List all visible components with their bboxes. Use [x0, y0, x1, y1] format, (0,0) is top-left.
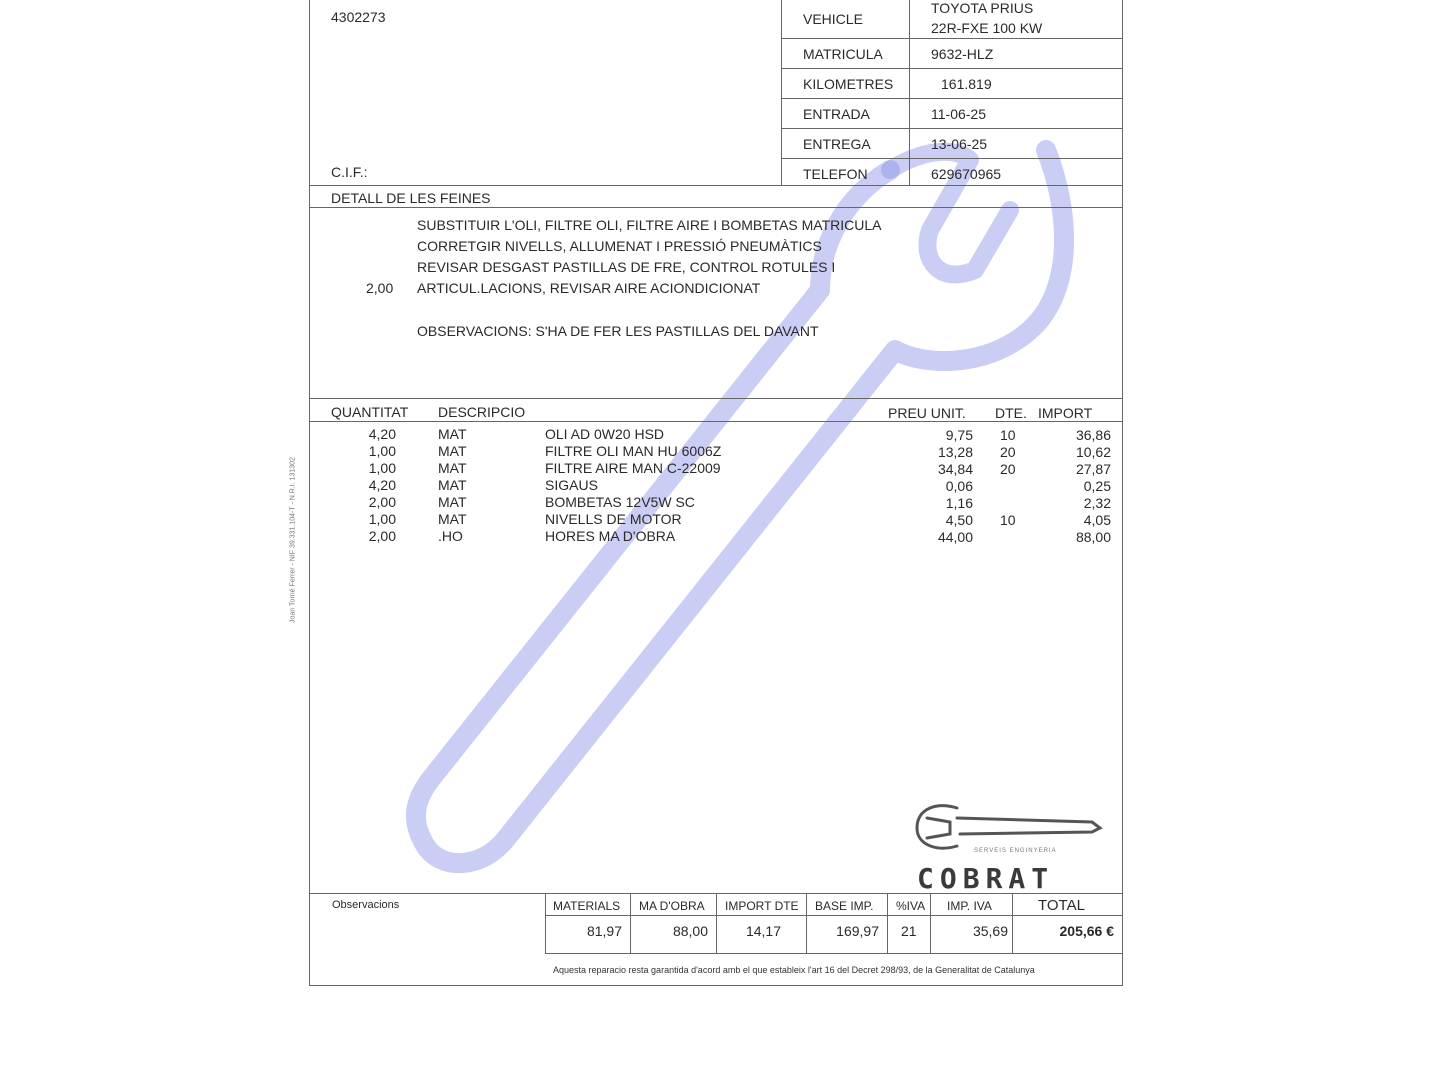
totals-header-materials: MATERIALS — [553, 899, 621, 913]
warranty-footnote: Aquesta reparacio resta garantida d'acord amb el que estableix l'art 16 del Decret 298/93, de la Generalitat de Catalunya — [553, 965, 1035, 975]
vehicle-value-line1: TOYOTA PRIUS — [931, 0, 1034, 16]
col-header-discount: DTE. — [995, 405, 1027, 421]
work-section-title: DETALL DE LES FEINES — [331, 190, 491, 206]
phone-value: 629670965 — [931, 166, 1002, 182]
totals-header-total: TOTAL — [1038, 897, 1085, 914]
entry-date-value: 11-06-25 — [931, 106, 987, 122]
totals-vat-pct-value: 21 — [901, 923, 917, 939]
section-divider — [309, 207, 1123, 208]
left-border — [309, 0, 310, 985]
col-header-amount: IMPORT — [1038, 405, 1093, 421]
paid-stamp — [912, 800, 1107, 895]
delivery-date-label: ENTREGA — [803, 136, 871, 152]
totals-header-base: BASE IMP. — [815, 899, 874, 913]
phone-label: TELEFON — [803, 166, 868, 182]
section-divider — [309, 398, 1123, 399]
entry-date-label: ENTRADA — [803, 106, 870, 122]
totals-header-labour: MA D'OBRA — [639, 899, 705, 913]
stamp-subtitle: SERVEIS ENGINYERIA — [974, 848, 1057, 854]
work-line: REVISAR DESGAST PASTILLAS DE FRE, CONTROL ROTULES I — [417, 259, 836, 275]
delivery-date-value: 13-06-25 — [931, 136, 988, 152]
col-header-unit-price: PREU UNIT. — [888, 405, 966, 421]
side-legal-text: Joan Torné Ferrer - NIF 39.331.104-T - N.R.I. 131302 — [289, 457, 297, 623]
totals-observations-label: Observacions — [332, 899, 400, 911]
totals-header-vat-amount: IMP. IVA — [947, 899, 992, 913]
work-observations: OBSERVACIONS: S'HA DE FER LES PASTILLAS DEL DAVANT — [417, 323, 819, 339]
totals-header-vat-pct: %IVA — [896, 899, 926, 913]
stamp-brand: COBRAT — [917, 862, 1055, 895]
totals-labour-value: 88,00 — [672, 923, 708, 939]
totals-header-discount: IMPORT DTE — [725, 899, 799, 913]
vehicle-label: VEHICLE — [803, 11, 863, 27]
document-number: 4302273 — [331, 9, 386, 25]
plate-value: 9632-HLZ — [931, 46, 994, 62]
totals-grand-total-value: 205,66 € — [1059, 923, 1114, 939]
col-header-quantity: QUANTITAT — [331, 404, 409, 420]
bottom-border — [309, 985, 1123, 986]
kilometres-value: 161.819 — [941, 76, 992, 92]
table-header-divider — [309, 421, 1123, 422]
section-divider — [309, 185, 1123, 186]
work-quantity: 2,00 — [366, 280, 394, 296]
kilometres-label: KILOMETRES — [803, 76, 894, 92]
vehicle-value-line2: 22R-FXE 100 KW — [931, 20, 1043, 36]
plate-label: MATRICULA — [803, 46, 883, 62]
cif-label: C.I.F.: — [331, 164, 368, 180]
totals-discount-value: 14,17 — [745, 923, 781, 939]
work-line: CORRETGIR NIVELLS, ALLUMENAT I PRESSIÓ PNEUMÀTICS — [417, 238, 822, 254]
right-border — [1122, 0, 1123, 985]
col-header-description: DESCRIPCIO — [438, 404, 526, 420]
totals-materials-value: 81,97 — [586, 923, 622, 939]
totals-vat-amount-value: 35,69 — [972, 923, 1008, 939]
work-line: SUBSTITUIR L'OLI, FILTRE OLI, FILTRE AIRE I BOMBETAS MATRICULA — [417, 217, 882, 233]
totals-base-value: 169,97 — [836, 923, 879, 939]
work-line: ARTICUL.LACIONS, REVISAR AIRE ACIONDICIONAT — [417, 280, 761, 296]
